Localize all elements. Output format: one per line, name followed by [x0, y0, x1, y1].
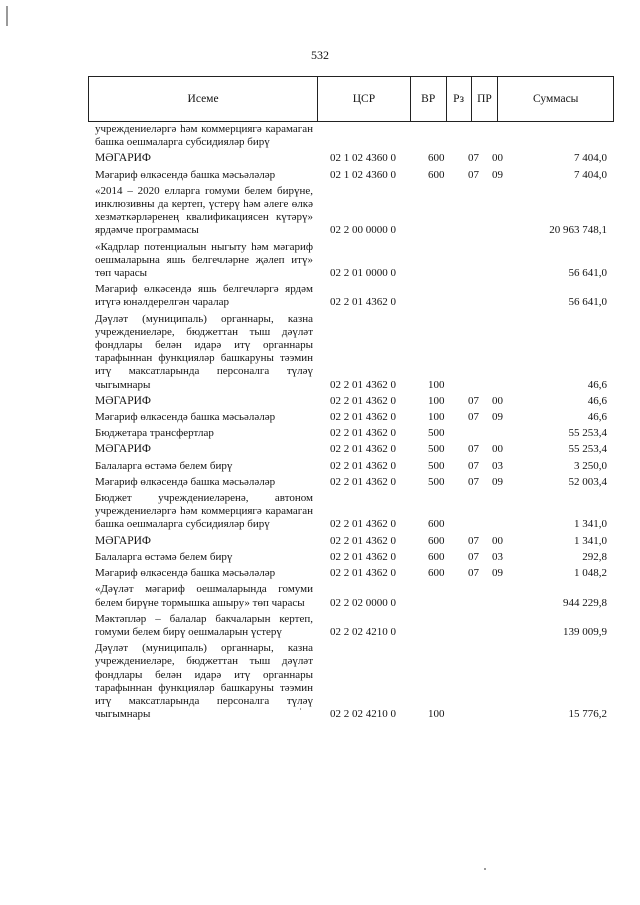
rz-cell: 07	[468, 152, 479, 165]
csr-cell: 02 1 02 4360 0	[330, 168, 396, 181]
name-cell: Дәүләт (муниципаль) органнары, казна учреждениеләре, бюджеттан тыш дәүләт фондлары белән идарә итү органнары тарафыннан функцияләр башкаруны тәэмин итү максатларында персоналга түләү чыгымнары	[95, 312, 313, 391]
sum-cell: 56 641,0	[568, 296, 607, 309]
csr-cell: 02 2 01 4362 0	[330, 378, 396, 391]
sum-cell: 292,8	[582, 550, 607, 563]
sum-cell: 20 963 748,1	[549, 224, 607, 237]
csr-cell: 02 2 01 0000 0	[330, 267, 396, 280]
vr-cell: 600	[428, 168, 445, 181]
sum-cell: 15 776,2	[568, 708, 607, 721]
csr-cell: 02 2 01 4362 0	[330, 518, 396, 531]
csr-cell: 02 2 01 4362 0	[330, 550, 396, 563]
pr-cell: 09	[492, 475, 503, 488]
header-vr: ВР	[411, 77, 447, 121]
sum-cell: 1 341,0	[574, 534, 607, 547]
sum-cell: 3 250,0	[574, 459, 607, 472]
csr-cell: 02 2 01 4362 0	[330, 534, 396, 547]
page-number: 532	[311, 48, 329, 62]
pr-cell: 00	[492, 443, 503, 456]
sum-cell: 52 003,4	[568, 475, 607, 488]
name-cell: «Кадрлар потенциалын ныгыту һәм мәгариф оешмаларына яшь белгечләрне җәлеп итү» төп чарасы	[95, 240, 313, 280]
pr-cell: 00	[492, 152, 503, 165]
csr-cell: 02 2 01 4362 0	[330, 459, 396, 472]
table-row	[95, 613, 607, 639]
scan-speck	[300, 708, 301, 710]
vr-cell: 600	[428, 534, 445, 547]
name-cell: Балаларга өстәмә белем бирү	[95, 459, 233, 472]
table-body	[95, 123, 607, 724]
table-row	[95, 460, 607, 473]
sum-cell: 55 253,4	[568, 427, 607, 440]
table-row	[95, 567, 607, 580]
name-cell: Мәгариф өлкәсендә башка мәсьәләләр	[95, 567, 276, 580]
name-cell: МӘГАРИФ	[95, 534, 152, 547]
vr-cell: 100	[428, 411, 445, 424]
vr-cell: 600	[428, 550, 445, 563]
csr-cell: 02 2 02 0000 0	[330, 596, 396, 609]
table-row	[95, 313, 607, 392]
table-row	[95, 443, 607, 456]
pr-cell: 03	[492, 550, 503, 563]
csr-cell: 02 2 01 4362 0	[330, 475, 396, 488]
name-cell: Мәктәпләр – балалар бакчаларын кертеп, гомуми белем бирү оешмаларын үстерү	[95, 612, 313, 638]
sum-cell: 944 229,8	[563, 596, 607, 609]
name-cell: Мәгариф өлкәсендә башка мәсьәләләр	[95, 411, 276, 424]
pr-cell: 03	[492, 459, 503, 472]
rz-cell: 07	[468, 443, 479, 456]
vr-cell: 500	[428, 427, 445, 440]
pr-cell: 09	[492, 411, 503, 424]
vr-cell: 100	[428, 708, 445, 721]
rz-cell: 07	[468, 567, 479, 580]
csr-cell: 02 2 01 4362 0	[330, 411, 396, 424]
table-row	[95, 411, 607, 424]
table-row	[95, 427, 607, 440]
table-row	[95, 283, 607, 309]
name-cell: Дәүләт (муниципаль) органнары, казна учреждениеләре, бюджеттан тыш дәүләт фондлары белән идарә итү органнары тарафыннан функцияләр башкаруны тәэмин итү максатларында персоналга түләү чыгымнары	[95, 642, 313, 721]
sum-cell: 46,6	[587, 378, 607, 391]
table-row	[95, 152, 607, 165]
vr-cell: 100	[428, 378, 445, 391]
header-csr: ЦСР	[318, 77, 411, 121]
name-cell: МӘГАРИФ	[95, 443, 152, 456]
header-pr: ПР	[472, 77, 499, 121]
header-rz: Рз	[447, 77, 472, 121]
table-row	[95, 535, 607, 548]
name-cell: Мәгариф өлкәсендә яшь белгечләргә ярдәм итүгә юнәлдерелгән чаралар	[95, 283, 313, 309]
vr-cell: 600	[428, 152, 445, 165]
rz-cell: 07	[468, 550, 479, 563]
table-row	[95, 185, 607, 238]
csr-cell: 02 2 01 4362 0	[330, 394, 396, 407]
table-row	[95, 492, 607, 532]
sum-cell: 56 641,0	[568, 267, 607, 280]
name-cell: Бюджет учреждениеләренә, автоном учреждениеләргә һәм коммерциягә карамаган башка оешмаларга субсидияләр бирү	[95, 492, 313, 531]
header-sum: Суммасы	[533, 93, 579, 105]
pr-cell: 09	[492, 168, 503, 181]
name-cell: Бюджетара трансфертлар	[95, 427, 214, 440]
csr-cell: 02 2 01 4362 0	[330, 567, 396, 580]
table-row	[95, 583, 607, 609]
csr-cell: 02 2 01 4362 0	[330, 296, 396, 309]
name-cell: Мәгариф өлкәсендә башка мәсьәләләр	[95, 475, 276, 488]
name-cell: «2014 – 2020 елларга гомуми белем бирүне, инклюзивны да кертеп, үстерү һәм әлеге өлкә хезмәткәрләренең квалификациясен күтәрү» ярдәмче программасы	[95, 184, 313, 237]
scan-speck	[484, 868, 486, 870]
sum-cell: 7 404,0	[574, 152, 607, 165]
scan-mark	[6, 6, 8, 26]
sum-cell: 55 253,4	[568, 443, 607, 456]
vr-cell: 500	[428, 475, 445, 488]
csr-cell: 02 2 02 4210 0	[330, 625, 396, 638]
sum-cell: 1 048,2	[574, 567, 607, 580]
rz-cell: 07	[468, 394, 479, 407]
rz-cell: 07	[468, 534, 479, 547]
name-cell: «Дәүләт мәгариф оешмаларында гомуми белем бирүне тормышка ашыру» төп чарасы	[95, 583, 313, 609]
pr-cell: 00	[492, 534, 503, 547]
rz-cell: 07	[468, 411, 479, 424]
pr-cell: 09	[492, 567, 503, 580]
sum-cell: 7 404,0	[574, 168, 607, 181]
table-row	[95, 551, 607, 564]
csr-cell: 02 2 01 4362 0	[330, 443, 396, 456]
rz-cell: 07	[468, 475, 479, 488]
vr-cell: 500	[428, 459, 445, 472]
rz-cell: 07	[468, 168, 479, 181]
csr-cell: 02 1 02 4360 0	[330, 152, 396, 165]
table-row	[95, 123, 607, 149]
name-cell: Балаларга өстәмә белем бирү	[95, 550, 233, 563]
table-row	[95, 169, 607, 182]
table-row	[95, 241, 607, 281]
sum-cell: 46,6	[587, 394, 607, 407]
csr-cell: 02 2 00 0000 0	[330, 224, 396, 237]
header-name: Исеме	[89, 77, 318, 121]
sum-cell: 46,6	[587, 411, 607, 424]
rz-cell: 07	[468, 459, 479, 472]
name-cell: Мәгариф өлкәсендә башка мәсьәләләр	[95, 168, 276, 181]
csr-cell: 02 2 01 4362 0	[330, 427, 396, 440]
sum-cell: 1 341,0	[574, 518, 607, 531]
pr-cell: 00	[492, 394, 503, 407]
table-row	[95, 642, 607, 721]
table-row	[95, 395, 607, 408]
vr-cell: 500	[428, 443, 445, 456]
name-cell: МӘГАРИФ	[95, 394, 152, 407]
table-header	[88, 76, 614, 122]
name-cell: МӘГАРИФ	[95, 152, 152, 165]
vr-cell: 600	[428, 518, 445, 531]
sum-cell: 139 009,9	[563, 625, 607, 638]
vr-cell: 100	[428, 394, 445, 407]
vr-cell: 600	[428, 567, 445, 580]
csr-cell: 02 2 02 4210 0	[330, 708, 396, 721]
table-row	[95, 476, 607, 489]
name-cell: учреждениеләргә һәм коммерциягә карамаган башка оешмаларга субсидияләр бирү	[95, 123, 313, 149]
